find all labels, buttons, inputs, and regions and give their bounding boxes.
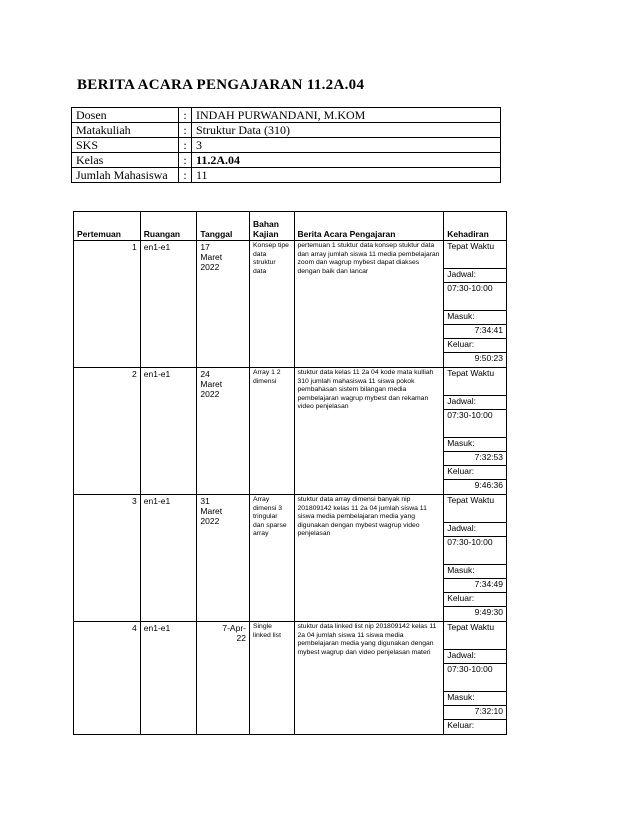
info-value: 11	[192, 168, 501, 183]
kehadiran-cell	[444, 622, 507, 735]
info-separator: :	[179, 108, 192, 123]
keluar-value: 9:46:36	[474, 480, 503, 490]
jadwal-label: Jadwal:	[444, 269, 506, 283]
info-value: INDAH PURWANDANI, M.KOM	[192, 108, 501, 123]
keluar-value: 9:49:30	[474, 607, 503, 617]
tanggal-cell	[197, 495, 250, 622]
info-label: SKS	[72, 138, 179, 153]
tanggal-line: 2022	[200, 262, 220, 272]
masuk-value: 7:34:49	[444, 579, 506, 593]
tanggal-line: 2022	[200, 516, 220, 526]
keluar-label: Keluar:	[447, 720, 475, 730]
table-header-row	[74, 212, 507, 241]
info-separator: :	[179, 153, 192, 168]
jadwal-label: Jadwal:	[444, 650, 506, 664]
masuk-value: 7:34:41	[444, 325, 506, 339]
tanggal-line: 17	[200, 242, 210, 252]
jadwal-label: Jadwal:	[444, 523, 506, 537]
jadwal-value: 07:30-10:00	[444, 537, 506, 565]
berita-acara-cell: stuktur data linked list nip 201809142 kelas 11 2a 04 jumlah siswa 11 siswa media pembelajaran media yang digunakan dengan mybest wagrup dan video penjelasan materi	[294, 622, 444, 735]
header-ruangan: Ruangan	[140, 212, 197, 241]
pertemuan-cell: 3	[74, 495, 141, 622]
jadwal-value: 07:30-10:00	[444, 283, 506, 311]
status-badge: Tepat Waktu	[444, 622, 506, 650]
info-label: Jumlah Mahasiswa	[72, 168, 179, 183]
masuk-label: Masuk:	[444, 692, 506, 706]
table-row	[74, 495, 507, 622]
jadwal-label: Jadwal:	[444, 396, 506, 410]
keluar-value: 9:50:23	[474, 353, 503, 363]
ruangan-cell: en1-e1	[140, 622, 197, 735]
status-badge: Tepat Waktu	[444, 241, 506, 269]
info-separator: :	[179, 138, 192, 153]
kehadiran-cell	[444, 368, 507, 495]
berita-acara-cell: stuktur data kelas 11 2a 04 kode mata kulliah 310 jumlah mahasiswa 11 siswa pokok pembahasan sistem bilangan media pembelajaran wagrup mybest dan rekaman video penjelasan	[294, 368, 444, 495]
masuk-label: Masuk:	[444, 311, 506, 325]
keluar-label: Keluar:	[444, 593, 506, 607]
header-bahan-kajian: Bahan Kajian	[250, 212, 295, 241]
header-tanggal: Tanggal	[197, 212, 250, 241]
tanggal-line: 2022	[200, 389, 220, 399]
tanggal-line: Maret	[200, 252, 223, 262]
status-badge: Tepat Waktu	[444, 495, 506, 523]
info-label: Dosen	[72, 108, 179, 123]
tanggal-line: 31	[200, 496, 210, 506]
table-row	[74, 368, 507, 495]
tanggal-line: Maret	[200, 506, 223, 516]
header-kehadiran: Kehadiran	[444, 212, 507, 241]
tanggal-line: Maret	[200, 379, 223, 389]
attendance-table	[73, 211, 507, 735]
kehadiran-cell	[444, 241, 507, 368]
info-value: 3	[192, 138, 501, 153]
pertemuan-cell: 4	[74, 622, 141, 735]
keluar-label: Keluar:	[444, 466, 506, 480]
header-pertemuan: Pertemuan	[74, 212, 141, 241]
ruangan-cell: en1-e1	[140, 241, 197, 368]
bahan-kajian-cell: Array dimensi 3 tringular dan sparse array	[250, 495, 295, 622]
table-row	[74, 622, 507, 735]
info-row-jumlah-mahasiswa	[72, 168, 501, 183]
info-separator: :	[179, 123, 192, 138]
info-row-kelas	[72, 153, 501, 168]
tanggal-line: 22	[236, 633, 246, 643]
header-berita-acara: Berita Acara Pengajaran	[294, 212, 444, 241]
tanggal-line: 7-Apr-	[222, 623, 246, 633]
info-value: Struktur Data (310)	[192, 123, 501, 138]
ruangan-cell: en1-e1	[140, 495, 197, 622]
tanggal-line: 24	[200, 369, 210, 379]
pertemuan-cell: 2	[74, 368, 141, 495]
jadwal-value: 07:30-10:00	[444, 410, 506, 438]
bahan-kajian-cell: Single linked list	[250, 622, 295, 735]
tanggal-cell	[197, 622, 250, 735]
jadwal-value: 07:30-10:00	[444, 664, 506, 692]
info-row-matakuliah	[72, 123, 501, 138]
masuk-value: 7:32:53	[444, 452, 506, 466]
masuk-value: 7:32:10	[444, 706, 506, 720]
bahan-kajian-cell: Konsep tipe data struktur data	[250, 241, 295, 368]
masuk-label: Masuk:	[444, 438, 506, 452]
pertemuan-cell: 1	[74, 241, 141, 368]
info-separator: :	[179, 168, 192, 183]
tanggal-cell	[197, 241, 250, 368]
page-title: BERITA ACARA PENGAJARAN 11.2A.04	[77, 77, 365, 93]
table-row	[74, 241, 507, 368]
ruangan-cell: en1-e1	[140, 368, 197, 495]
status-badge: Tepat Waktu	[444, 368, 506, 396]
info-value: 11.2A.04	[192, 153, 501, 168]
bahan-kajian-cell: Array 1 2 dimensi	[250, 368, 295, 495]
tanggal-cell	[197, 368, 250, 495]
berita-acara-cell: stuktur data array dimensi banyak nip 201809142 kelas 11 2a 04 jumlah siswa 11 siswa media pembelajaran media yang digunakan dengan mybest wagrup video penjelasan	[294, 495, 444, 622]
info-row-dosen	[72, 108, 501, 123]
info-label: Kelas	[72, 153, 179, 168]
berita-acara-cell: pertemuan 1 stuktur data konsep stuktur data dan array jumlah siswa 11 media pembelajaran zoom dan wagrup mybest dapat diakses dengan baik dan lancar	[294, 241, 444, 368]
kehadiran-cell	[444, 495, 507, 622]
masuk-label: Masuk:	[444, 565, 506, 579]
keluar-label: Keluar:	[444, 339, 506, 353]
info-label: Matakuliah	[72, 123, 179, 138]
info-row-sks	[72, 138, 501, 153]
info-table	[71, 107, 501, 183]
